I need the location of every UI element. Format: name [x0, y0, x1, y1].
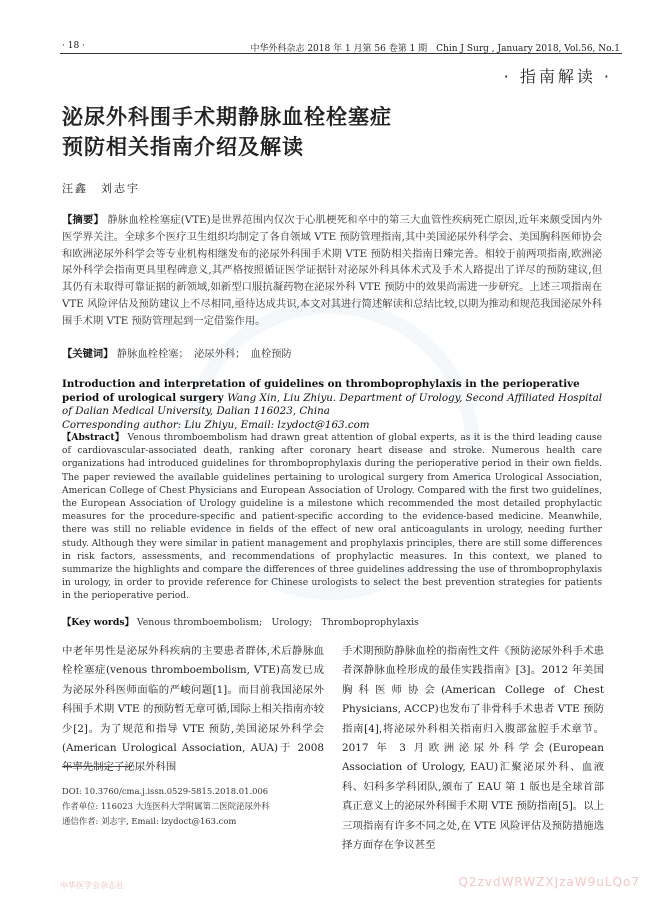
english-authors: Wang Xin, Liu Zhiyu. Department of Urology, Second Affiliated Hospital of Dalian Medical University, Dalian 116023, China [62, 391, 603, 417]
author-line: 汪鑫 刘志宇 [62, 182, 140, 195]
header-rule [60, 53, 622, 54]
section-tag: · 指南解读 · [503, 67, 612, 86]
journal-header: 中华外科杂志 2018 年 1 月第 56 卷第 1 期 Chin J Surg , January 2018, Vol.56, No.1 [250, 44, 620, 54]
chinese-abstract [62, 212, 602, 330]
publisher-watermark: 中华医学会杂志社 [60, 881, 124, 890]
title-line-2: 预防相关指南介绍及解读 [62, 135, 304, 159]
page-number: · 18 · [62, 41, 85, 51]
keywords-label-en: 【Key words】 [62, 617, 134, 628]
body-column-left: 中老年男性是泌尿外科疾病的主要患者群体,术后静脉血栓栓塞症(venous thromboembolism, VTE)高发已成为泌尿外科医师面临的严峻问题[1]。而目前我国泌尿外科围手术期 VTE 的预防暂无章可循,国际上相关指南亦较少[2]。为了规范和指导 VTE 预防,美国泌尿外科学会(American Urological Association, AUA)于 2008 年率先制定了泌尿外科围 [62, 645, 324, 774]
title-line-1: 泌尿外科围手术期静脉血栓栓塞症 [62, 105, 392, 129]
download-watermark: Q2zvdWRWZXJzaW9uLQo7 [458, 875, 640, 889]
abstract-label-en: 【Abstract】 [62, 432, 125, 443]
keywords-cn [62, 345, 602, 360]
doi-line: DOI: 10.3760/cma.j.issn.0529-5815.2018.01.006 [62, 786, 269, 796]
abstract-text-en: Venous thromboembolism had drawn great attention of global experts, as it is the third leading cause of cardiovascular-associated death, ranking after coronary heart disease and stroke. Numerous health care organizations had introduced guidelines for thromboprophylaxis during the perioperative period in their own fields. The paper reviewed the available guidelines pertaining to urological surgery from America Urological Association, American College of Chest Physicians and European Association of Urology. Compared with the first two guidelines, the European Association of Urology guideline is a milestone which recommended the most detailed prophylactic measures for the procedure-specific and patient-specific according to the evidence-based medicine. Meanwhile, there was still no reliable evidence in fields of the effect of new oral anticoagulants in urology, needing further study. Although they were similar in patient management and prophylaxis principles, there are still some differences in risk factors, assessments, and recommendations of prophylactic measures. In this context, we planed to summarize the highlights and compare the differences of three guidelines addressing the use of thromboprophylaxis in urology, in order to provide reference for Chinese urologists to select the best prevention strategies for patients in the perioperative period. [62, 433, 602, 602]
abstract-text-cn: 静脉血栓栓塞症(VTE)是世界范围内仅次于心肌梗死和卒中的第三大血管性疾病死亡原因,近年来颇受国内外医学界关注。全球多个医疗卫生组织均制定了各自领域 VTE 预防管理指南,其中美国泌尿外科学会、美国胸科医师协会和欧洲泌尿外科学会等专业机构相继发布的泌尿外科围手术期 VTE 预防相关指南日臻完善。相较于前两项指南,欧洲泌尿外科学会指南更具里程碑意义,其严格按照循证医学证据针对泌尿外科具体术式及手术人路提出了详尽的预防建议,但其仍有未取得可靠证据的新领域,如新型口服抗凝药物在泌尿外科 VTE 预防中的效果尚需进一步研究。上述三项指南在 VTE 风险评估及预防建议上不尽相同,亟待达成共识,本文对其进行简述解读和总结比较,以期为推动和规范我国泌尿外科围手术期 VTE 预防管理起到一定借鉴作用。 [62, 214, 602, 327]
keywords-text-cn: 静脉血栓栓塞； 泌尿外科； 血栓预防 [116, 348, 292, 360]
english-title-block [62, 378, 602, 432]
abstract-label-cn: 【摘要】 [62, 214, 104, 226]
keywords-text-en: Venous thromboembolism; Urology; Thromboprophylaxis [136, 617, 419, 628]
keywords-en [62, 614, 602, 628]
english-abstract [62, 431, 602, 604]
correspondence-line: 通信作者: 刘志宇, Email: lzydoct@163.com [62, 816, 237, 826]
body-column-right: 手术期预防静脉血栓的指南性文件《预防泌尿外科手术患者深静脉血栓形成的最佳实践指南》[3]。2012 年美国胸科医师协会(American College of Chest Physicians, ACCP)也发布了非骨科手术患者 VTE 预防指南[4],将泌尿外科相关指南归入腹部盆腔手术章节。2017 年 3 月欧洲泌尿外科学会(European Association of Urology, EAU)汇聚泌尿外科、血液科、妇科多学科团队,颁布了 EAU 第 1 版也是全球首部真正意义上的泌尿外科围手术期 VTE 预防指南[5]。以上三项指南有许多不同之处,在 VTE 风险评估及预防措施选择方面存在争议甚至 [342, 645, 604, 852]
affiliation-line: 作者单位: 116023 大连医科大学附属第二医院泌尿外科 [62, 801, 270, 811]
footnote-rule [62, 766, 132, 767]
keywords-label-cn: 【关键词】 [62, 348, 114, 360]
corresponding-author-en: Corresponding author: Liu Zhiyu, Email: lzydoct@163.com [62, 418, 370, 431]
article-title [62, 102, 582, 162]
footnotes [62, 784, 270, 829]
english-title: Introduction and interpretation of guidelines on thromboprophylaxis in the perioperative period of urological surgery [62, 378, 580, 404]
